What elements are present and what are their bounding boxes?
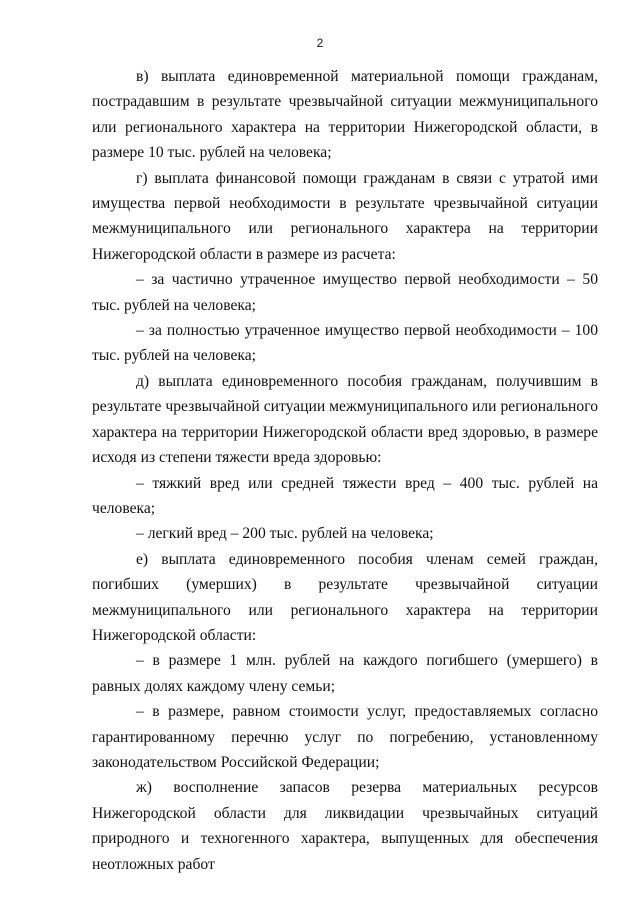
list-item-funeral-services: – в размере, равном стоимости услуг, предоставляемых согласно гарантированному перечню услуг по погребению, установленному законодательством Российской Федерации; xyxy=(92,703,598,771)
document-body xyxy=(92,64,598,877)
paragraph-e-family-benefit: е) выплата единовременного пособия членам семей граждан, погибших (умерших) в результате чрезвычайной ситуации межмуниципального или регионального характера на территории Нижегородской области: xyxy=(92,550,598,644)
paragraph-v-material-aid: в) выплата единовременной материальной помощи гражданам, пострадавшим в результате чрезвычайной ситуации межмуниципального или регионального характера на территории Нижегородской области, в размере 10 тыс. рублей на человека; xyxy=(92,68,598,162)
list-item-light-harm: – легкий вред – 200 тыс. рублей на человека; xyxy=(136,525,434,543)
list-item-million-per-deceased: – в размере 1 млн. рублей на каждого погибшего (умершего) в равных долях каждому члену семьи; xyxy=(92,652,598,695)
list-item-full-loss: – за полностью утраченное имущество первой необходимости – 100 тыс. рублей на человека; xyxy=(92,322,598,365)
list-item-partial-loss: – за частично утраченное имущество первой необходимости – 50 тыс. рублей на человека; xyxy=(92,271,598,314)
paragraph-g-financial-aid: г) выплата финансовой помощи гражданам в связи с утратой ими имущества первой необходимости в результате чрезвычайной ситуации межмуниципального или регионального характера на территории Нижегородской области в размере из расчета: xyxy=(92,169,598,263)
paragraph-zh-reserve-replenishment: ж) восполнение запасов резерва материальных ресурсов Нижегородской области для ликвидации чрезвычайных ситуаций природного и техногенного характера, выпущенных для обеспечения неотложных работ xyxy=(92,779,598,873)
list-item-severe-harm: – тяжкий вред или средней тяжести вред – 400 тыс. рублей на человека; xyxy=(92,474,598,517)
paragraph-d-health-harm: д) выплата единовременного пособия гражданам, получившим в результате чрезвычайной ситуации межмуниципального или регионального характера на территории Нижегородской области вред здоровью, в размере исходя из степени тяжести вреда здоровью: xyxy=(92,372,598,467)
page-number: 2 xyxy=(316,36,324,50)
